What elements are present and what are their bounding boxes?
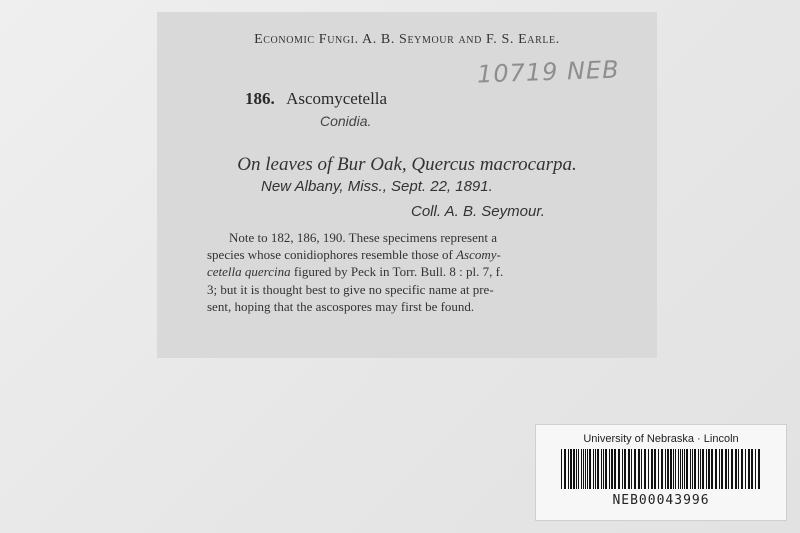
barcode-bar	[611, 449, 613, 489]
barcode-bar	[576, 449, 577, 489]
barcode-bar	[751, 449, 753, 489]
barcode-bar	[564, 449, 566, 489]
barcode-bar	[628, 449, 630, 489]
specimen-number-line	[245, 89, 387, 109]
handwritten-annotation: 10719 NEB	[476, 55, 621, 89]
barcode-bar	[638, 449, 640, 489]
barcode-bar	[587, 449, 588, 489]
barcode-bar	[585, 449, 586, 489]
collection-locality: New Albany, Miss., Sept. 22, 1891.	[261, 178, 493, 195]
institution-name: University of Nebraska · Lincoln	[583, 433, 739, 445]
label-header: Economic Fungi. A. B. Seymour and F. S. Earle.	[254, 32, 560, 47]
barcode-bar	[581, 449, 582, 489]
barcode-bar	[601, 449, 602, 489]
barcode-bar	[589, 449, 591, 489]
barcode-bar	[614, 449, 616, 489]
barcode-bar	[658, 449, 659, 489]
barcode-bar	[731, 449, 733, 489]
barcode-bar	[678, 449, 679, 489]
barcode-bar	[738, 449, 739, 489]
barcode-bar	[719, 449, 720, 489]
barcode-bar	[561, 449, 562, 489]
barcode-bar	[597, 449, 599, 489]
barcode-bar	[609, 449, 610, 489]
barcode-bar	[725, 449, 727, 489]
barcode-bar	[593, 449, 594, 489]
barcode-bar	[578, 449, 579, 489]
barcode-bar	[631, 449, 632, 489]
specimen-label	[157, 12, 657, 358]
barcode-bar	[684, 449, 685, 489]
barcode-bar	[692, 449, 693, 489]
barcode-bar	[651, 449, 653, 489]
barcode-bar	[661, 449, 663, 489]
barcode-bar	[583, 449, 584, 489]
barcode-bar	[603, 449, 604, 489]
catalog-number: NEB00043996	[612, 493, 710, 508]
barcode-bar	[670, 449, 672, 489]
barcode-bar	[605, 449, 607, 489]
barcode-bar	[715, 449, 717, 489]
barcode-bar	[721, 449, 723, 489]
barcode-bar	[694, 449, 696, 489]
barcode-bar	[673, 449, 674, 489]
barcode-bar	[682, 449, 683, 489]
note-line: Note to 182, 186, 190. These specimens represent a	[229, 230, 497, 245]
note-line: 3; but it is thought best to give no specific name at pre-	[207, 281, 494, 297]
barcode-bar	[622, 449, 623, 489]
barcode-bar	[700, 449, 701, 489]
barcode-image	[561, 449, 761, 489]
barcode-bar	[690, 449, 691, 489]
barcode-bar	[634, 449, 636, 489]
barcode-bar	[745, 449, 746, 489]
barcode-bar	[641, 449, 642, 489]
barcode-bar	[728, 449, 729, 489]
barcode-bar	[698, 449, 699, 489]
label-note	[207, 229, 597, 315]
barcode-bar	[686, 449, 688, 489]
collector: Coll. A. B. Seymour.	[411, 203, 545, 220]
barcode-bar	[665, 449, 666, 489]
barcode-bar	[735, 449, 737, 489]
barcode-bar	[711, 449, 713, 489]
barcode-bar	[748, 449, 750, 489]
genus-name: Ascomycetella	[286, 89, 388, 108]
specimen-number: 186.	[245, 89, 275, 108]
barcode-bar	[618, 449, 620, 489]
note-line: cetella quercina figured by Peck in Torr. Bull. 8 : pl. 7, f.	[207, 264, 504, 280]
note-line: species whose conidiophores resemble those of Ascomy-	[207, 247, 501, 263]
barcode-bar	[644, 449, 646, 489]
note-line: sent, hoping that the ascospores may first be found.	[207, 298, 475, 314]
barcode-bar	[573, 449, 575, 489]
barcode-bar	[595, 449, 596, 489]
barcode-bar	[654, 449, 656, 489]
barcode-bar	[624, 449, 626, 489]
specimen-subtitle: Conidia.	[320, 113, 372, 129]
barcode-bar	[570, 449, 572, 489]
barcode-bar	[648, 449, 649, 489]
host-plant: On leaves of Bur Oak, Quercus macrocarpa.	[237, 154, 577, 175]
barcode-card	[535, 424, 787, 521]
barcode-bar	[741, 449, 743, 489]
barcode-bar	[702, 449, 704, 489]
barcode-bar	[667, 449, 669, 489]
barcode-bar	[706, 449, 707, 489]
barcode-bar	[755, 449, 756, 489]
barcode-bar	[680, 449, 681, 489]
barcode-bar	[708, 449, 710, 489]
barcode-bar	[675, 449, 676, 489]
barcode-bar	[568, 449, 569, 489]
barcode-bar	[758, 449, 760, 489]
